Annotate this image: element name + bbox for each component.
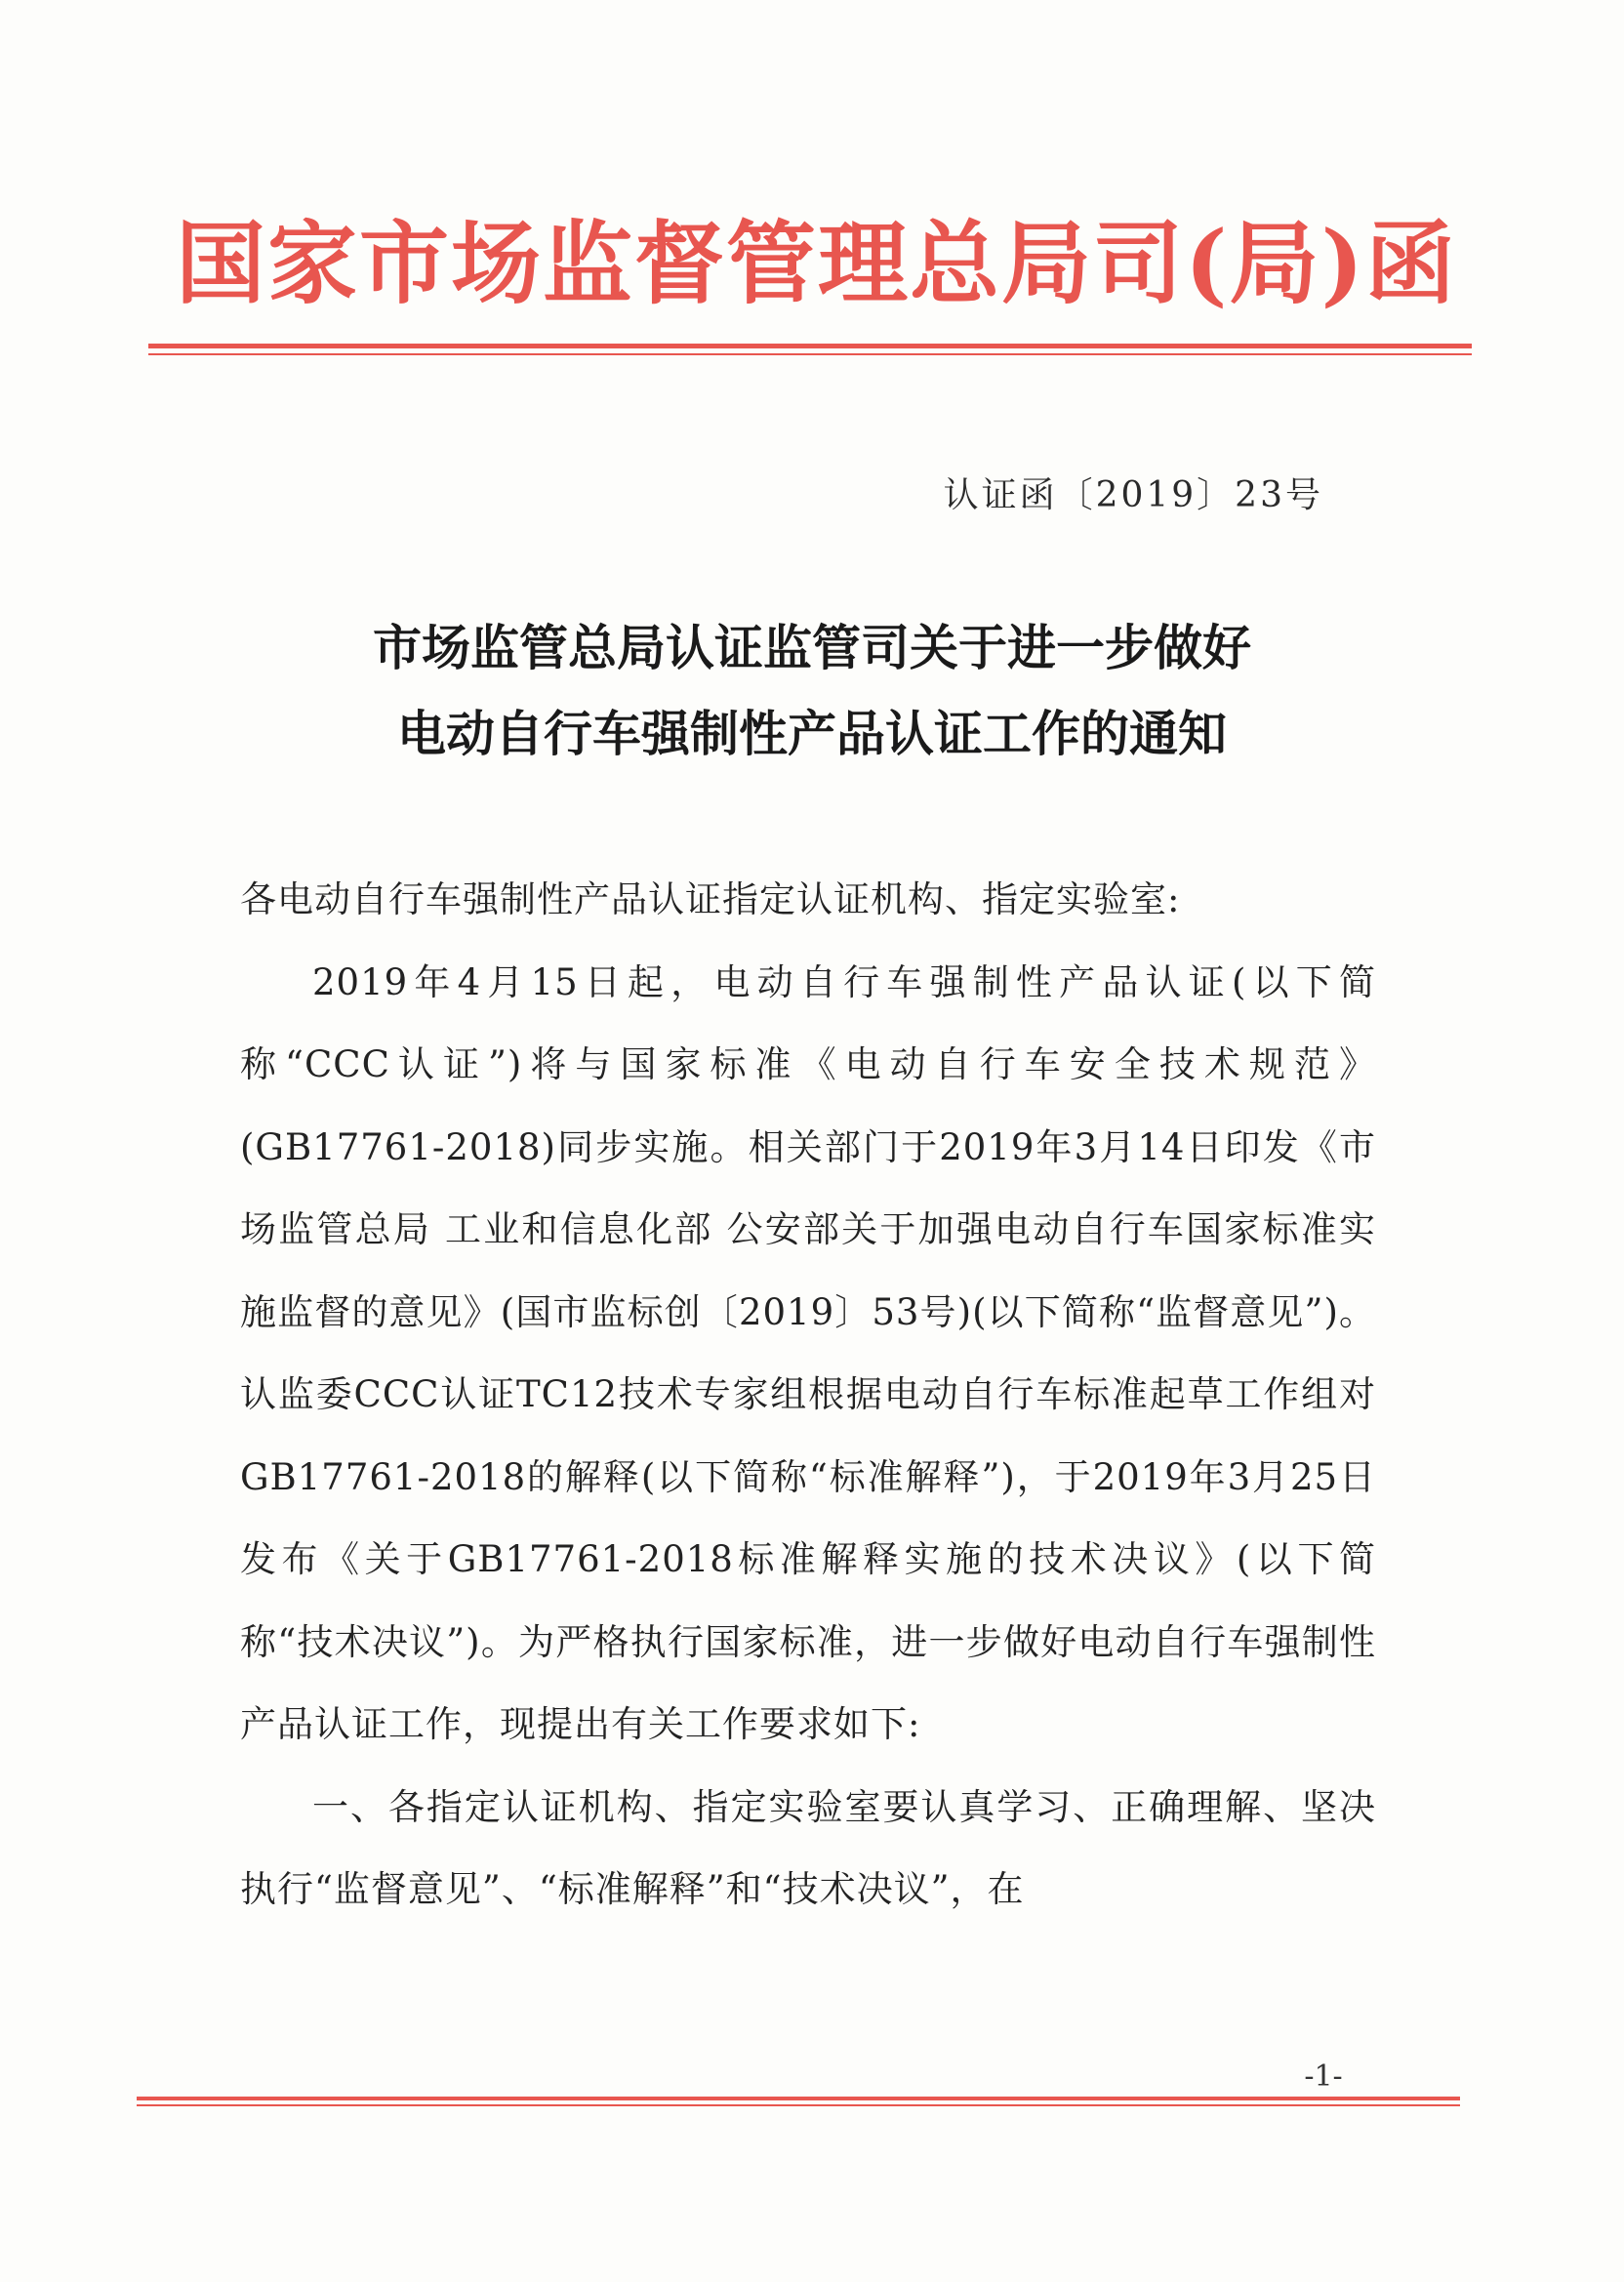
body-paragraph-2: 一、各指定认证机构、指定实验室要认真学习、正确理解、坚决执行“监督意见”、“标准解释”和“技术决议”，在 <box>240 1785 1376 1910</box>
body-paragraph-1: 2019年4月15日起，电动自行车强制性产品认证(以下简称“CCC认证”)将与国家标准《电动自行车安全技术规范》(GB17761-2018)同步实施。相关部门于2019年3月14日印发《市场监管总局 工业和信息化部 公安部关于加强电动自行车国家标准实施监督的意见》(国市监标创〔2019〕53号)(以下简称“监督意见”)。认监委CCC认证TC12技术专家组根据电动自行车标准起草工作组对GB17761-2018的解释(以下简称“标准解释”)，于2019年3月25日发布《关于GB17761-2018标准解释实施的技术决议》(以下简称“技术决议”)。为严格执行国家标准，进一步做好电动自行车强制性产品认证工作，现提出有关工作要求如下: <box>240 960 1376 1745</box>
salutation: 各电动自行车强制性产品认证指定认证机构、指定实验室: <box>240 878 1181 920</box>
document-body <box>240 859 1376 1932</box>
footer-rule <box>137 2097 1460 2100</box>
letterhead-title: 国家市场监督管理总局司(局)函 <box>176 211 1458 316</box>
footer-rule-thin <box>137 2104 1460 2106</box>
letterhead-rule-thin <box>148 353 1472 355</box>
document-title-line-1: 市场监管总局认证监管司关于进一步做好 <box>373 619 1251 676</box>
page-number: -1- <box>1304 2059 1343 2094</box>
document-title-line-2: 电动自行车强制性产品认证工作的通知 <box>397 705 1227 762</box>
document-number: 认证函〔2019〕23号 <box>943 475 1323 515</box>
document-title <box>156 605 1468 777</box>
letterhead-rule <box>148 344 1472 348</box>
